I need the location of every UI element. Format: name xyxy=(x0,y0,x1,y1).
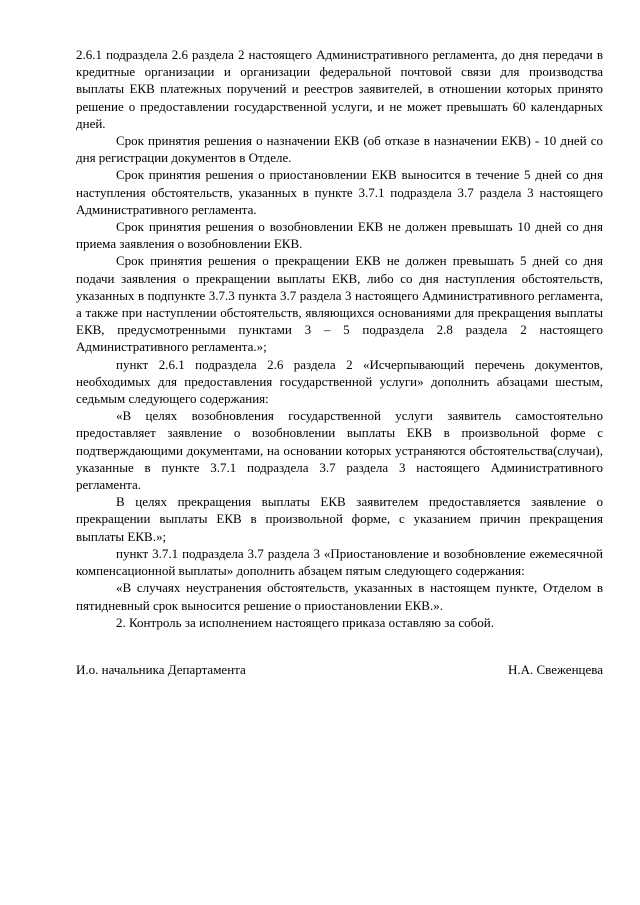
paragraph-control: 2. Контроль за исполнением настоящего приказа оставляю за собой. xyxy=(116,614,494,630)
paragraph-amend-3-7-1: пункт 3.7.1 подраздела 3.7 раздела 3 «Приостановление и возобновление ежемесячной компенсационной выплаты» дополнить абзацем пятым следующего содержания: xyxy=(76,545,603,579)
signatory-position: И.о. начальника Департамента xyxy=(76,662,246,677)
paragraph-termination-deadline: Срок принятия решения о прекращении ЕКВ не должен превышать 5 дней со дня подачи заявления о прекращении выплаты ЕКВ, либо со дня наступления обстоятельств, указанных в подпункте 3.7.3 пункта 3.7 раздела 3 настоящего Административного регламента, а также при наступлении обстоятельств, являющихся основаниями для прекращения выплаты ЕКВ, предусмотренными пунктами 3 – 5 подраздела 2.8 раздела 2 настоящего Административного регламента.»; xyxy=(76,253,603,355)
paragraph-assignment-deadline: Срок принятия решения о назначении ЕКВ (об отказе в назначении ЕКВ) - 10 дней со дня регистрации документов в Отделе. xyxy=(76,133,603,166)
paragraph-resumption-deadline: Срок принятия решения о возобновлении ЕКВ не должен превышать 10 дней со дня приема заявления о возобновлении ЕКВ. xyxy=(76,219,603,252)
signatory-name: Н.А. Свеженцева xyxy=(507,662,603,677)
paragraph-continuation: 2.6.1 подраздела 2.6 раздела 2 настоящего Административного регламента, до дня передачи в кредитные организации и организации федеральной почтовой связи для производства выплаты ЕКВ платежных поручений и реестров заявителей, в отношении которых принято решение о предоставлении государственной услуги, и не может превышать 60 календарных дней. xyxy=(76,47,603,131)
signature-block xyxy=(76,661,603,678)
paragraph-suspension-deadline: Срок принятия решения о приостановлении ЕКВ выносится в течение 5 дней со дня наступления обстоятельств, указанных в пункте 3.7.1 подраздела 3.7 раздела 3 настоящего Административного регламента. xyxy=(76,167,603,217)
paragraph-amend-2-6-1: пункт 2.6.1 подраздела 2.6 раздела 2 «Исчерпывающий перечень документов, необходимых для предоставления государственной услуги» дополнить абзацами шестым, седьмым следующего содержания: xyxy=(76,356,603,407)
paragraph-resumption-application: «В целях возобновления государственной услуги заявитель самостоятельно предоставляет заявление о возобновлении выплаты ЕКВ в произвольной форме с подтверждающими документами, на основании которых устраняются обстоятельства(случаи), указанные в пункте 3.7.1 подраздела 3.7 раздела 3 настоящего Административного регламента. xyxy=(76,408,603,493)
paragraph-termination-application: В целях прекращения выплаты ЕКВ заявителем предоставляется заявление о прекращении выплаты ЕКВ в произвольной форме, с указанием причин прекращения выплаты ЕКВ.»; xyxy=(76,494,603,544)
document-body xyxy=(76,46,603,631)
paragraph-non-elimination: «В случаях неустранения обстоятельств, указанных в настоящем пункте, Отделом в пятидневный срок выносится решение о приостановлении ЕКВ.». xyxy=(76,580,603,613)
